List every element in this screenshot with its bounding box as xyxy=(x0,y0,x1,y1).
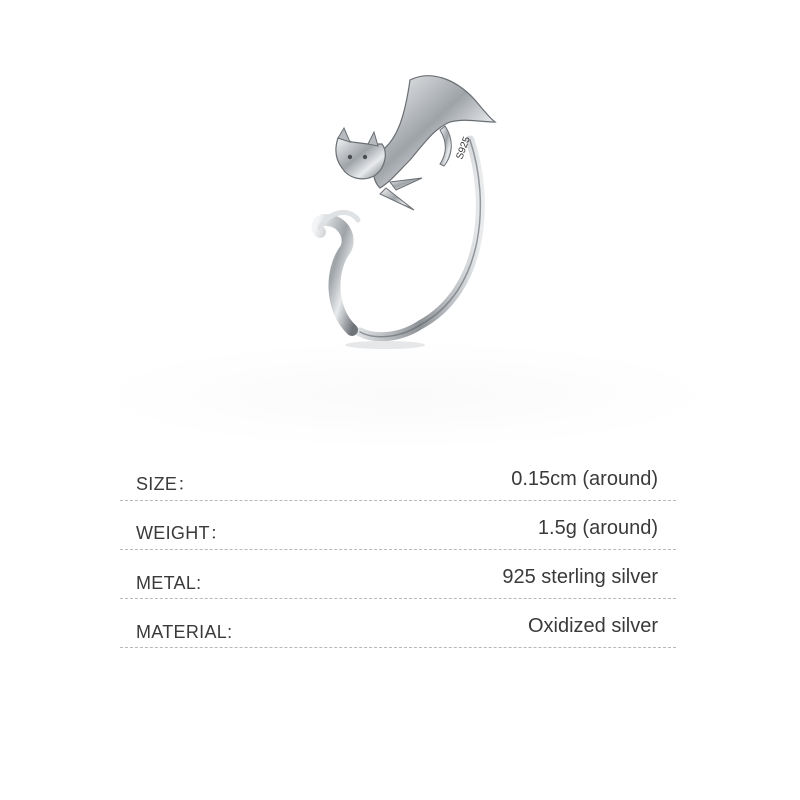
spec-value-metal: 925 sterling silver xyxy=(502,566,658,588)
cat-ring-image xyxy=(290,60,520,360)
spec-label-weight: WEIGHT： xyxy=(136,523,229,543)
spec-value-weight: 1.5g (around) xyxy=(537,517,658,539)
spec-value-material: Oxidized silver xyxy=(527,615,658,637)
spec-label-size: SIZE： xyxy=(136,474,196,494)
spec-label-metal: METAL: xyxy=(136,573,202,593)
spec-table xyxy=(120,452,676,648)
spec-row-size xyxy=(120,452,676,501)
spec-row-metal xyxy=(120,550,676,599)
ring-illustration xyxy=(290,60,520,360)
spec-row-weight xyxy=(120,501,676,550)
spec-value-size: 0.15cm (around) xyxy=(511,468,658,490)
spec-label-material: MATERIAL: xyxy=(136,622,233,642)
s925-stamp: S925 xyxy=(454,135,473,162)
spec-row-material xyxy=(120,599,676,648)
